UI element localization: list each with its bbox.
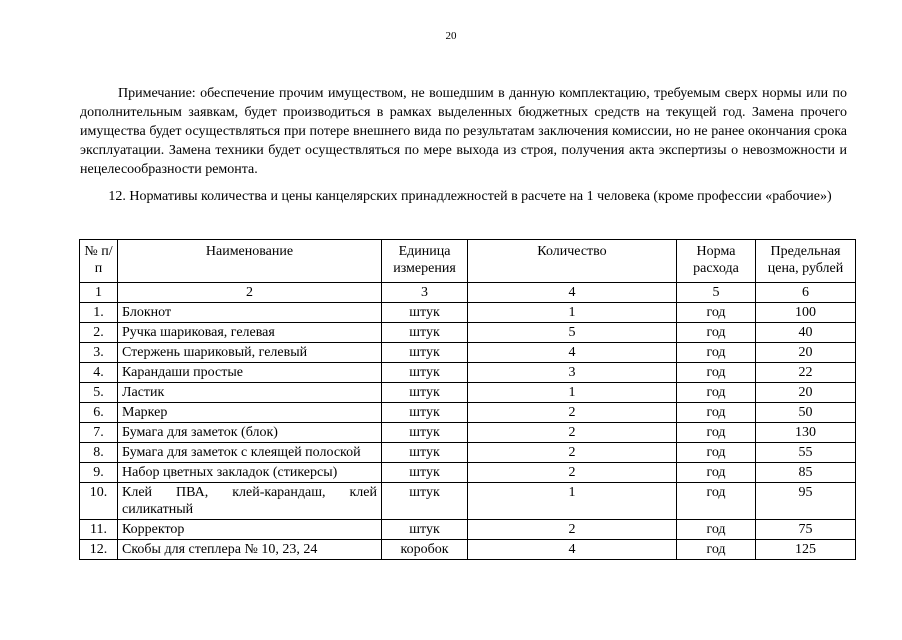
table-header-row [80,240,856,283]
row-norm: год [677,343,756,363]
row-unit: штук [382,443,468,463]
row-norm: год [677,483,756,520]
table-row [80,463,856,483]
col-number: 1 [80,283,118,303]
row-price: 20 [756,343,856,363]
row-num: 10. [80,483,118,520]
table-row [80,343,856,363]
row-price: 22 [756,363,856,383]
row-name: Стержень шариковый, гелевый [118,343,382,363]
row-qty: 2 [468,403,677,423]
row-unit: штук [382,403,468,423]
table-row [80,303,856,323]
row-qty: 1 [468,383,677,403]
row-norm: год [677,303,756,323]
row-norm: год [677,423,756,443]
row-num: 5. [80,383,118,403]
row-unit: штук [382,303,468,323]
col-number: 4 [468,283,677,303]
col-number: 6 [756,283,856,303]
row-unit: штук [382,383,468,403]
row-name: Скобы для степлера № 10, 23, 24 [118,540,382,560]
row-price: 125 [756,540,856,560]
row-price: 55 [756,443,856,463]
row-qty: 4 [468,343,677,363]
header-unit: Единица измерения [382,240,468,283]
row-name: Ручка шариковая, гелевая [118,323,382,343]
row-name: Набор цветных закладок (стикерсы) [118,463,382,483]
row-norm: год [677,323,756,343]
row-norm: год [677,463,756,483]
row-qty: 3 [468,363,677,383]
row-num: 12. [80,540,118,560]
table-row [80,363,856,383]
row-price: 130 [756,423,856,443]
row-norm: год [677,520,756,540]
row-num: 4. [80,363,118,383]
header-num: № п/п [80,240,118,283]
row-unit: коробок [382,540,468,560]
row-norm: год [677,540,756,560]
col-number: 3 [382,283,468,303]
table-row [80,540,856,560]
row-price: 75 [756,520,856,540]
table-row [80,423,856,443]
page-number: 20 [445,30,457,42]
row-name: Бумага для заметок (блок) [118,423,382,443]
row-num: 1. [80,303,118,323]
row-qty: 2 [468,463,677,483]
row-qty: 1 [468,303,677,323]
row-name: Бумага для заметок с клеящей полоской [118,443,382,463]
row-name: Маркер [118,403,382,423]
row-price: 40 [756,323,856,343]
row-unit: штук [382,323,468,343]
header-price: Предельная цена, рублей [756,240,856,283]
row-unit: штук [382,363,468,383]
row-price: 20 [756,383,856,403]
table-row [80,520,856,540]
header-name: Наименование [118,240,382,283]
row-name: Ластик [118,383,382,403]
row-name: Карандаши простые [118,363,382,383]
table-row [80,323,856,343]
table-row [80,443,856,463]
row-qty: 2 [468,423,677,443]
row-num: 7. [80,423,118,443]
row-price: 50 [756,403,856,423]
row-price: 95 [756,483,856,520]
row-qty: 2 [468,443,677,463]
norms-table [79,239,856,560]
row-num: 8. [80,443,118,463]
row-norm: год [677,443,756,463]
row-qty: 5 [468,323,677,343]
row-name: Корректор [118,520,382,540]
header-norm: Норма расхода [677,240,756,283]
col-number: 5 [677,283,756,303]
row-norm: год [677,383,756,403]
row-unit: штук [382,343,468,363]
row-unit: штук [382,520,468,540]
row-name: Блокнот [118,303,382,323]
row-norm: год [677,363,756,383]
row-norm: год [677,403,756,423]
column-numbers-row [80,283,856,303]
row-price: 100 [756,303,856,323]
table-row [80,403,856,423]
row-num: 11. [80,520,118,540]
row-name: Клей ПВА, клей-карандаш, клей силикатный [118,483,382,520]
header-qty: Количество [468,240,677,283]
row-num: 6. [80,403,118,423]
section-title: 12. Нормативы количества и цены канцелярских принадлежностей в расчете на 1 человека (кроме профессии «рабочие») [108,189,832,204]
col-number: 2 [118,283,382,303]
row-num: 3. [80,343,118,363]
row-unit: штук [382,463,468,483]
row-price: 85 [756,463,856,483]
row-qty: 2 [468,520,677,540]
row-unit: штук [382,423,468,443]
row-qty: 1 [468,483,677,520]
row-qty: 4 [468,540,677,560]
table-row [80,483,856,520]
row-num: 9. [80,463,118,483]
note-paragraph: Примечание: обеспечение прочим имуществом, не вошедшим в данную комплектацию, требуемым сверх нормы или по дополнительным заявкам, будет производиться в рамках выделенных бюджетных средств на текущей год. Замена прочего имущества будет осуществляться при потере внешнего вида по результатам заключения комиссии, но не ранее окончания срока эксплуатации. Замена техники будет осуществляться по мере выхода из строя, получения акта экспертизы о невозможности и нецелесообразности ремонта. [80,86,847,177]
table-row [80,383,856,403]
row-num: 2. [80,323,118,343]
row-unit: штук [382,483,468,520]
